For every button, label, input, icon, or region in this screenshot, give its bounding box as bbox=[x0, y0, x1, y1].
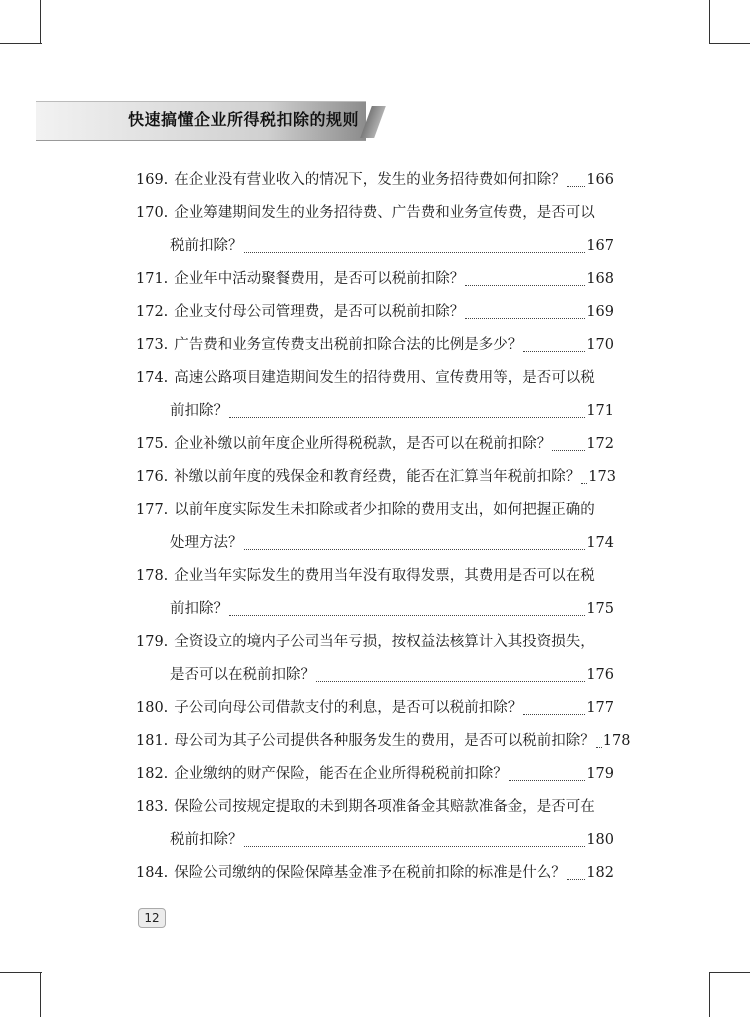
toc-entry[interactable] bbox=[136, 494, 614, 560]
toc-entry-page: 166 bbox=[586, 172, 614, 188]
crop-mark-bottom-right-v bbox=[709, 972, 710, 1017]
toc-entry-page: 182 bbox=[586, 865, 614, 881]
toc-entry[interactable] bbox=[136, 296, 614, 329]
toc-entry[interactable] bbox=[136, 197, 614, 263]
toc-entry-page: 167 bbox=[586, 238, 614, 254]
toc-entry[interactable] bbox=[136, 626, 614, 692]
dot-leader bbox=[465, 318, 585, 319]
toc-entry-title: 企业筹建期间发生的业务招待费、广告费和业务宣传费，是否可以 bbox=[174, 205, 595, 221]
table-of-contents bbox=[136, 164, 631, 890]
page-number: 12 bbox=[138, 908, 166, 928]
crop-mark-top-left-v bbox=[40, 0, 41, 44]
toc-entry-title: 母公司为其子公司提供各种服务发生的费用，是否可以税前扣除？ bbox=[174, 733, 595, 749]
toc-entry-number: 183. bbox=[136, 799, 169, 815]
toc-entry-page: 168 bbox=[586, 271, 614, 287]
toc-entry-title: 子公司向母公司借款支付的利息，是否可以税前扣除？ bbox=[174, 700, 523, 716]
crop-mark-top-right-v bbox=[709, 0, 710, 44]
toc-entry-title: 企业补缴以前年度企业所得税税款，是否可以在税前扣除？ bbox=[174, 436, 552, 452]
toc-entry-title: 处理方法？ bbox=[170, 535, 243, 551]
toc-entry-number: 175. bbox=[136, 436, 169, 452]
toc-entry-title: 企业年中活动聚餐费用，是否可以税前扣除？ bbox=[174, 271, 465, 287]
toc-entry-number: 176. bbox=[136, 469, 169, 485]
toc-entry-page: 171 bbox=[586, 403, 614, 419]
toc-entry-number: 169. bbox=[136, 172, 169, 188]
toc-entry-number: 171. bbox=[136, 271, 169, 287]
crop-mark-bottom-right-h bbox=[709, 972, 750, 973]
toc-entry-page: 179 bbox=[586, 766, 614, 782]
toc-entry-number: 184. bbox=[136, 865, 169, 881]
toc-entry-page: 177 bbox=[586, 700, 614, 716]
toc-entry-title: 是否可以在税前扣除？ bbox=[170, 667, 315, 683]
dot-leader bbox=[244, 549, 586, 550]
toc-entry-title: 税前扣除？ bbox=[170, 832, 243, 848]
toc-entry-page: 176 bbox=[586, 667, 614, 683]
dot-leader bbox=[465, 285, 585, 286]
toc-entry-number: 178. bbox=[136, 568, 169, 584]
toc-entry-title: 企业当年实际发生的费用当年没有取得发票，其费用是否可以在税 bbox=[174, 568, 595, 584]
dot-leader bbox=[316, 681, 585, 682]
toc-entry[interactable] bbox=[136, 758, 614, 791]
toc-entry-number: 182. bbox=[136, 766, 169, 782]
crop-mark-top-left-h bbox=[0, 43, 42, 44]
dot-leader bbox=[509, 780, 586, 781]
toc-entry[interactable] bbox=[136, 329, 614, 362]
toc-entry[interactable] bbox=[136, 725, 631, 758]
toc-entry[interactable] bbox=[136, 461, 614, 494]
toc-entry-number: 170. bbox=[136, 205, 169, 221]
dot-leader bbox=[229, 417, 585, 418]
toc-entry-title: 企业支付母公司管理费，是否可以税前扣除？ bbox=[174, 304, 465, 320]
toc-entry-title: 全资设立的境内子公司当年亏损，按权益法核算计入其投资损失， bbox=[174, 634, 595, 650]
toc-entry-number: 179. bbox=[136, 634, 169, 650]
page-title: 快速搞懂企业所得税扣除的规则 bbox=[128, 110, 360, 129]
toc-entry[interactable] bbox=[136, 857, 614, 890]
crop-mark-top-right-h bbox=[709, 43, 750, 44]
toc-entry[interactable] bbox=[136, 791, 614, 857]
toc-entry[interactable] bbox=[136, 164, 614, 197]
toc-entry-page: 170 bbox=[586, 337, 614, 353]
toc-entry-page: 175 bbox=[586, 601, 614, 617]
toc-entry-number: 177. bbox=[136, 502, 169, 518]
toc-entry-page: 180 bbox=[586, 832, 614, 848]
dot-leader bbox=[244, 252, 586, 253]
dot-leader bbox=[523, 351, 585, 352]
toc-entry-title: 广告费和业务宣传费支出税前扣除合法的比例是多少？ bbox=[174, 337, 523, 353]
dot-leader bbox=[523, 714, 585, 715]
toc-entry-title: 补缴以前年度的残保金和教育经费，能否在汇算当年税前扣除？ bbox=[174, 469, 581, 485]
dot-leader bbox=[229, 615, 585, 616]
toc-entry-page: 172 bbox=[586, 436, 614, 452]
toc-entry-page: 174 bbox=[586, 535, 614, 551]
toc-entry-title: 税前扣除？ bbox=[170, 238, 243, 254]
dot-leader bbox=[244, 846, 586, 847]
toc-entry-title: 在企业没有营业收入的情况下，发生的业务招待费如何扣除？ bbox=[174, 172, 566, 188]
dot-leader bbox=[552, 450, 585, 451]
toc-entry-page: 178 bbox=[602, 733, 631, 749]
dot-leader bbox=[567, 186, 586, 187]
toc-entry-page: 169 bbox=[586, 304, 614, 320]
toc-entry-number: 180. bbox=[136, 700, 169, 716]
dot-leader bbox=[581, 483, 587, 484]
toc-entry-number: 172. bbox=[136, 304, 169, 320]
toc-entry-title: 前扣除？ bbox=[170, 601, 228, 617]
toc-entry[interactable] bbox=[136, 362, 614, 428]
toc-entry-number: 174. bbox=[136, 370, 169, 386]
toc-entry[interactable] bbox=[136, 263, 614, 296]
dot-leader bbox=[567, 879, 586, 880]
toc-entry-title: 前扣除？ bbox=[170, 403, 228, 419]
crop-mark-bottom-left-v bbox=[40, 972, 41, 1017]
toc-entry[interactable] bbox=[136, 692, 614, 725]
toc-entry-page: 173 bbox=[588, 469, 616, 485]
toc-entry[interactable] bbox=[136, 560, 614, 626]
toc-entry[interactable] bbox=[136, 428, 614, 461]
crop-mark-bottom-left-h bbox=[0, 972, 42, 973]
toc-entry-title: 高速公路项目建造期间发生的招待费用、宣传费用等，是否可以税 bbox=[174, 370, 595, 386]
dot-leader bbox=[596, 747, 602, 748]
toc-entry-title: 企业缴纳的财产保险，能否在企业所得税税前扣除？ bbox=[174, 766, 508, 782]
toc-entry-number: 173. bbox=[136, 337, 169, 353]
toc-entry-title: 以前年度实际发生未扣除或者少扣除的费用支出，如何把握正确的 bbox=[174, 502, 595, 518]
toc-entry-title: 保险公司缴纳的保险保障基金准予在税前扣除的标准是什么？ bbox=[174, 865, 566, 881]
toc-entry-number: 181. bbox=[136, 733, 169, 749]
toc-entry-title: 保险公司按规定提取的未到期各项准备金其赔款准备金，是否可在 bbox=[174, 799, 595, 815]
